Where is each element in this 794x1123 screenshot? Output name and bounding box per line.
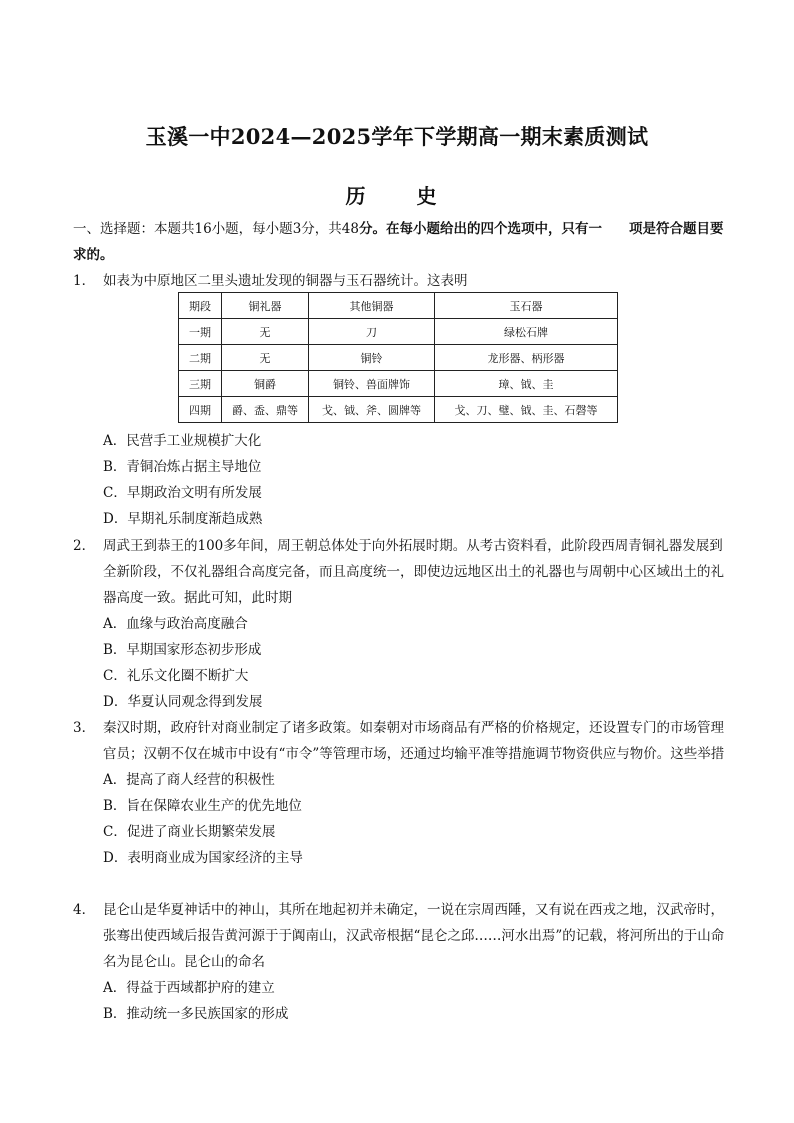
option-c[interactable]: C．礼乐文化圈不断扩大 <box>103 668 249 684</box>
table-cell: 四期 <box>179 397 222 423</box>
option-a[interactable]: A．提高了商人经营的积极性 <box>103 772 275 788</box>
table-cell: 绿松石牌 <box>435 319 618 345</box>
table-cell: 璋、钺、圭 <box>435 371 618 397</box>
table-header: 玉石器 <box>435 293 618 319</box>
table-cell: 无 <box>222 345 309 371</box>
table-cell: 三期 <box>179 371 222 397</box>
intro-part1: 一、选择题：本题共 <box>73 221 195 237</box>
table-cell: 铜铃 <box>309 345 435 371</box>
section-instructions <box>73 216 725 268</box>
question-1 <box>73 268 733 294</box>
question-number: 4． <box>73 902 96 918</box>
table-row <box>179 345 618 371</box>
intro-part2: 小题，每小题 <box>211 221 293 237</box>
per-question-score: 3 <box>292 221 302 237</box>
table-row <box>179 319 618 345</box>
question-count: 16 <box>194 221 212 237</box>
question-number: 2． <box>73 538 96 554</box>
question-number: 1． <box>73 273 96 289</box>
table-cell: 戈、钺、斧、圆牌等 <box>309 397 435 423</box>
option-a[interactable]: A．得益于西域都护府的建立 <box>103 980 275 996</box>
option-b[interactable]: B．青铜冶炼占据主导地位 <box>103 459 262 475</box>
subject-heading: 历 史 <box>345 184 459 208</box>
table-cell: 铜铃、兽面牌饰 <box>309 371 435 397</box>
table-cell: 铜爵 <box>222 371 309 397</box>
option-a[interactable]: A．民营手工业规模扩大化 <box>103 433 262 449</box>
table-cell: 一期 <box>179 319 222 345</box>
option-b[interactable]: B．早期国家形态初步形成 <box>103 642 262 658</box>
option-d[interactable]: D．早期礼乐制度渐趋成熟 <box>103 511 263 527</box>
question-stem: 周武王到恭王的100多年间，周王朝总体处于向外拓展时期。从考古资料看，此阶段西周青铜礼器发展到全新阶段，不仅礼器组合高度完备，而且高度统一，即使边远地区出土的礼器也与周朝中心区域出土的礼器高度一致。据此可知，此时期 <box>103 538 724 606</box>
question-stem: 昆仑山是华夏神话中的神山，其所在地起初并未确定，一说在宗周西陲，又有说在西戎之地，汉武帝时，张骞出使西域后报告黄河源于于阗南山，汉武帝根据“昆仑之邱……河水出焉”的记载，将河所出的于山命名为昆仑山。昆仑山的命名 <box>103 902 725 970</box>
table-header: 铜礼器 <box>222 293 309 319</box>
table-cell: 龙形器、柄形器 <box>435 345 618 371</box>
table-row <box>179 397 618 423</box>
table-header-row <box>179 293 618 319</box>
relic-statistics-table <box>178 292 618 423</box>
option-d[interactable]: D．表明商业成为国家经济的主导 <box>103 850 303 866</box>
question-number: 3． <box>73 720 96 736</box>
table-cell: 无 <box>222 319 309 345</box>
table-row <box>179 371 618 397</box>
option-b[interactable]: B．旨在保障农业生产的优先地位 <box>103 798 302 814</box>
total-score: 48 <box>341 221 359 237</box>
question-1-options <box>73 428 733 532</box>
table-cell: 戈、刀、璧、钺、圭、石磬等 <box>435 397 618 423</box>
option-b[interactable]: B．推动统一多民族国家的形成 <box>103 1006 289 1022</box>
exam-title: 玉溪一中2024—2025学年下学期高一期末素质测试 <box>145 124 649 149</box>
question-3 <box>73 715 733 871</box>
table-cell: 刀 <box>309 319 435 345</box>
option-d[interactable]: D．华夏认同观念得到发展 <box>103 694 263 710</box>
table-cell: 二期 <box>179 345 222 371</box>
table-header: 期段 <box>179 293 222 319</box>
question-4 <box>73 897 733 1027</box>
question-stem: 秦汉时期，政府针对商业制定了诸多政策。如秦朝对市场商品有严格的价格规定，还设置专门的市场管理官员；汉朝不仅在城市中设有“市令”等管理市场，还通过均输平准等措施调节物资供应与物价。这些举措 <box>103 720 725 762</box>
option-a[interactable]: A．血缘与政治高度融合 <box>103 616 248 632</box>
intro-part3: 分，共 <box>301 221 342 237</box>
table-header: 其他铜器 <box>309 293 435 319</box>
question-2 <box>73 533 733 715</box>
question-stem: 如表为中原地区二里头遗址发现的铜器与玉石器统计。这表明 <box>103 273 468 289</box>
option-c[interactable]: C．早期政治文明有所发展 <box>103 485 262 501</box>
table-cell: 爵、盉、鼎等 <box>222 397 309 423</box>
intro-part4: 分。在每小题给出的四个选项中，只有一 项是符合题目要求的。 <box>73 221 724 263</box>
option-c[interactable]: C．促进了商业长期繁荣发展 <box>103 824 276 840</box>
